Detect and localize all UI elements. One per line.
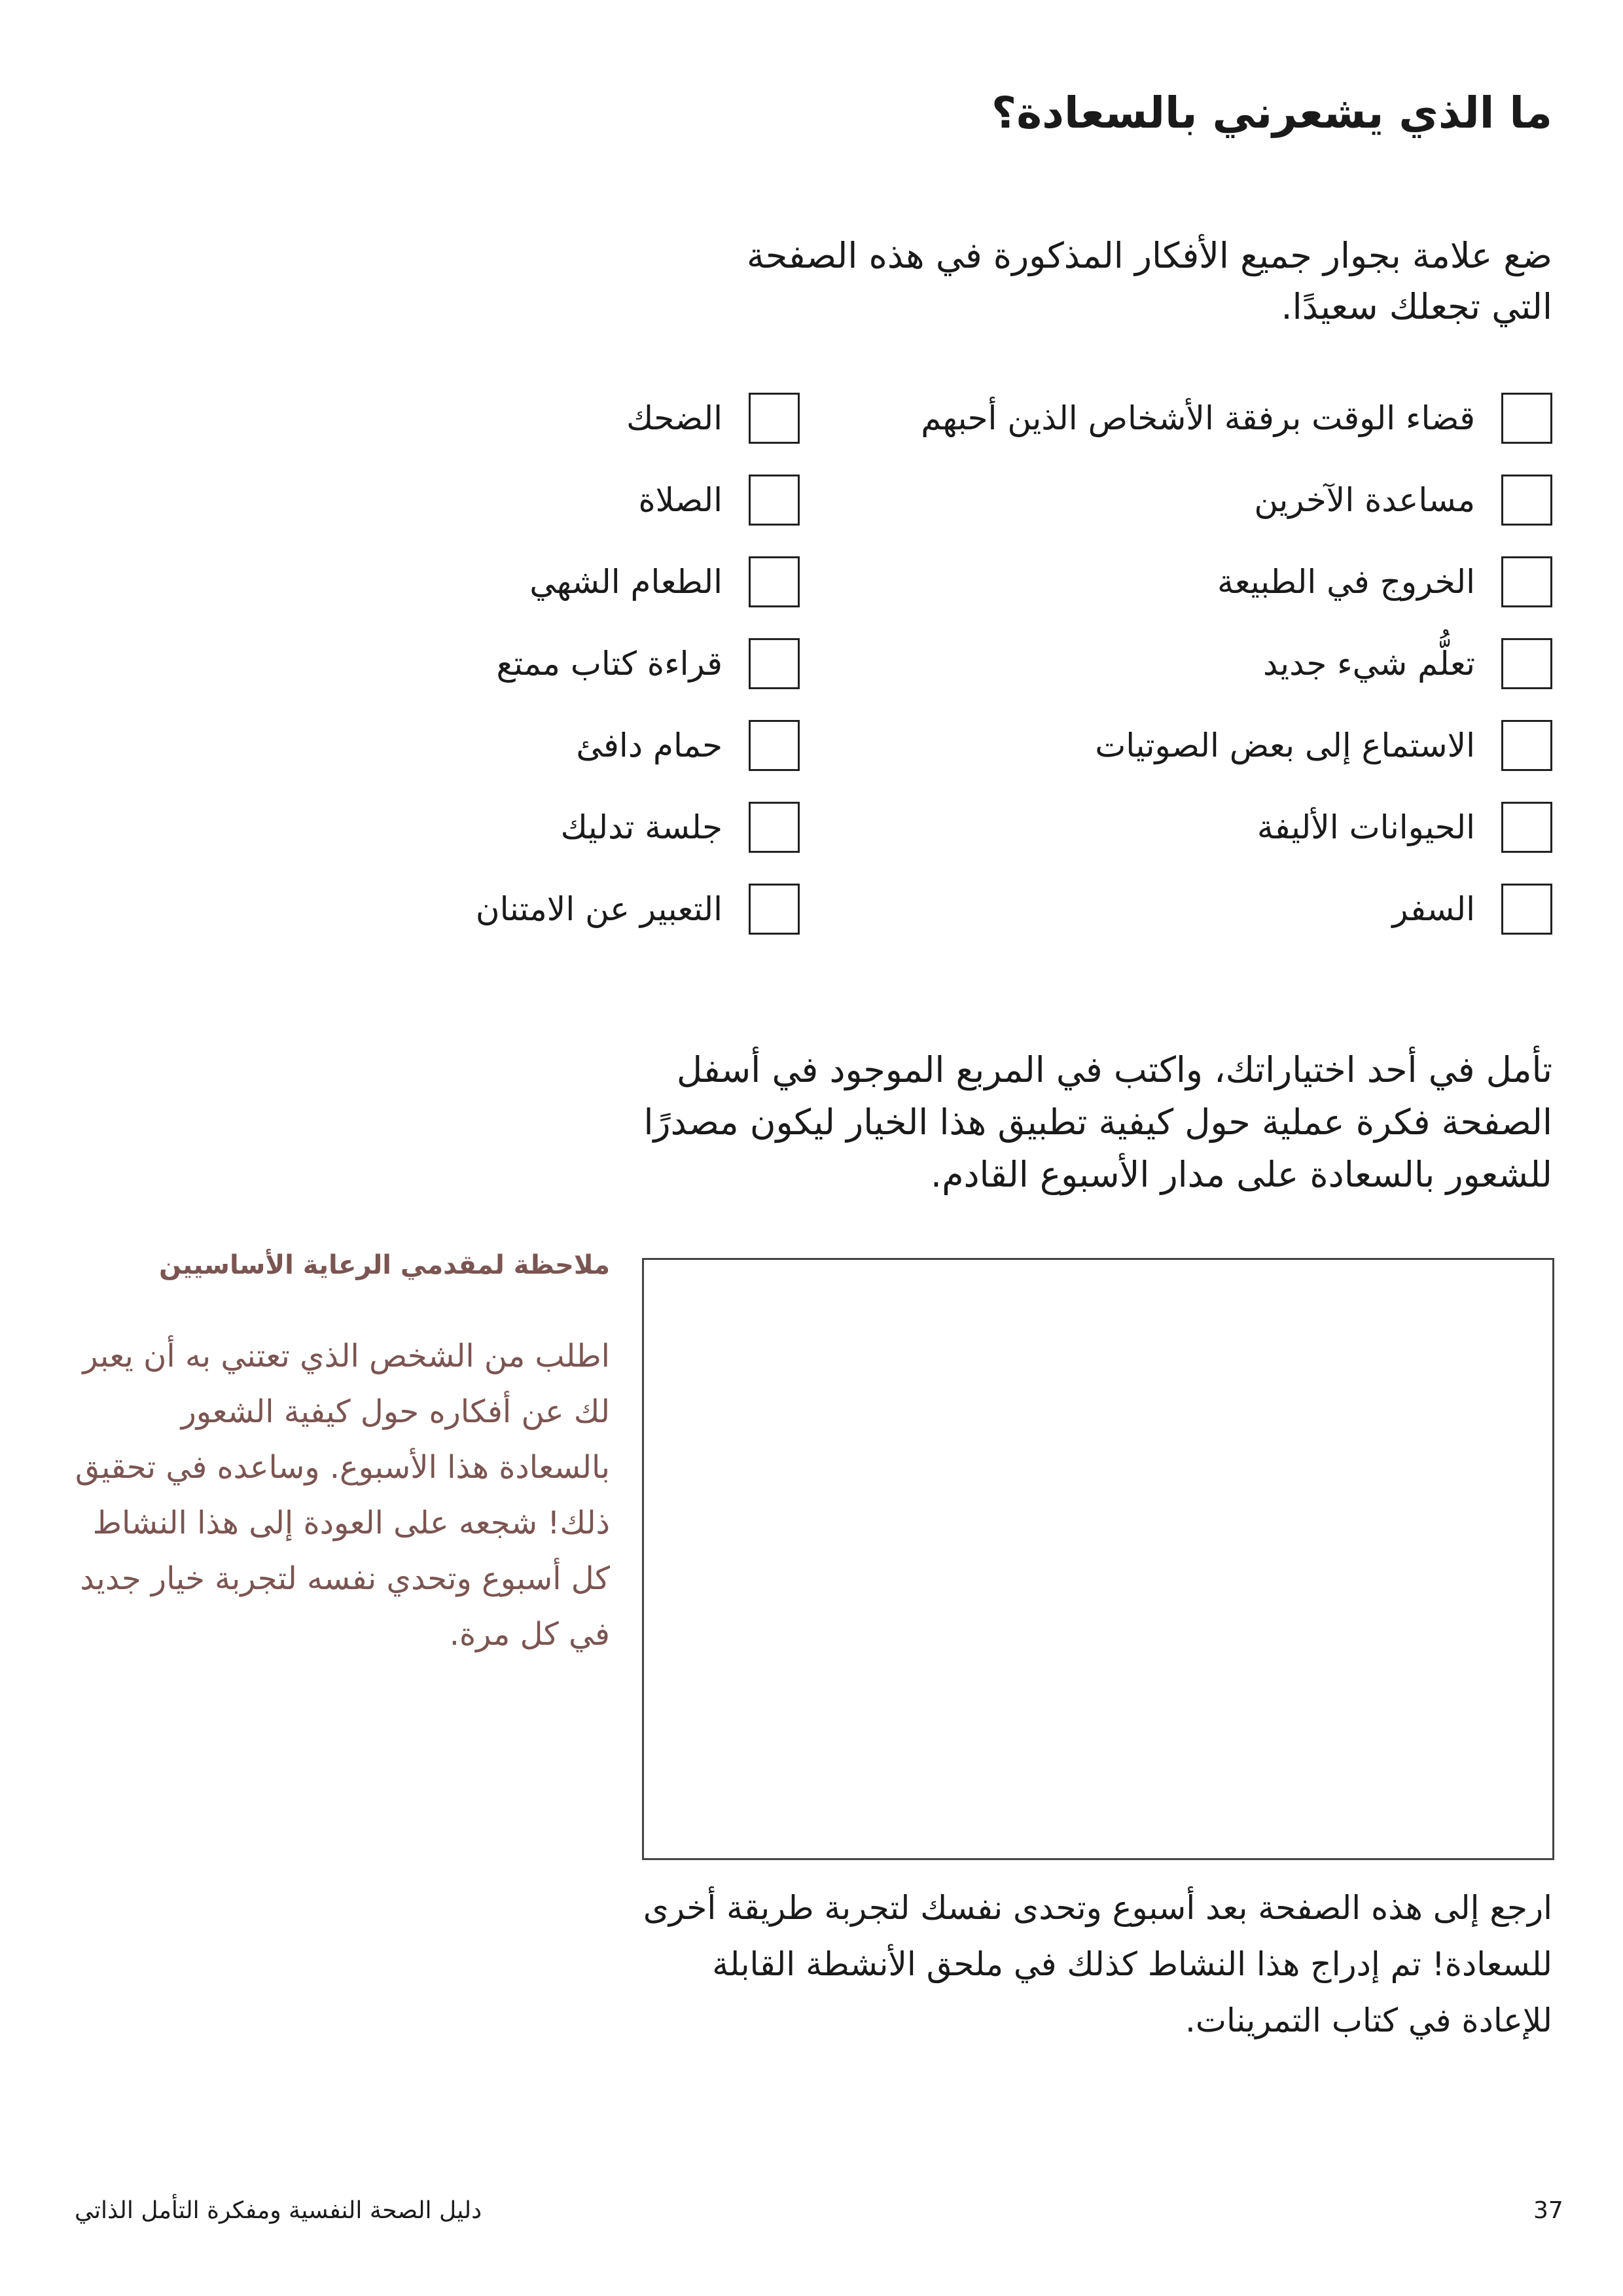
- checkbox-label: تعلُّم شيء جديد: [1262, 645, 1475, 683]
- checklist-item[interactable]: [898, 473, 1552, 528]
- checkbox[interactable]: [749, 802, 800, 853]
- checklist-item[interactable]: [898, 882, 1552, 937]
- checkbox[interactable]: [749, 393, 800, 444]
- reflection-prompt: تأمل في أحد اختياراتك، واكتب في المربع الموجود في أسفل الصفحة فكرة عملية حول كيفية تطبيق هذا الخيار ليكون مصدرًا للشعور بالسعادة على مدار الأسبوع القادم.: [643, 1049, 1552, 1195]
- checkbox[interactable]: [1501, 393, 1552, 444]
- caregiver-note-body: اطلب من الشخص الذي تعتني به أن يعبر لك عن أفكاره حول كيفية الشعور بالسعادة هذا الأسبوع. وساعده في تحقيق ذلك! شجعه على العودة إلى هذا النشاط كل أسبوع وتحدي نفسه لتجربة خيار جديد في كل مرة.: [75, 1338, 610, 1653]
- checkbox[interactable]: [749, 475, 800, 526]
- checkbox[interactable]: [749, 884, 800, 935]
- caregiver-note-title: ملاحظة لمقدمي الرعاية الأساسيين: [158, 1250, 610, 1280]
- checklist-item[interactable]: [145, 636, 800, 691]
- checkbox-label: حمام دافئ: [576, 726, 722, 764]
- checkbox[interactable]: [1501, 884, 1552, 935]
- checklist-item[interactable]: [898, 391, 1552, 446]
- return-instructions: ارجع إلى هذه الصفحة بعد أسبوع وتحدى نفسك لتجربة طريقة أخرى للسعادة! تم إدراج هذا النشاط كذلك في ملحق الأنشطة القابلة للإعادة في كتاب التمرينات.: [643, 1889, 1552, 2039]
- checkbox[interactable]: [749, 556, 800, 607]
- page-title: ما الذي يشعرني بالسعادة؟: [991, 88, 1552, 138]
- footer-book-title: دليل الصحة النفسية ومفكرة التأمل الذاتي: [75, 2197, 482, 2224]
- checklist-item[interactable]: [898, 800, 1552, 855]
- checklist-item[interactable]: [145, 718, 800, 773]
- checkbox-label: السفر: [1392, 890, 1475, 928]
- checklist-item[interactable]: [145, 554, 800, 609]
- checkbox-label: الضحك: [626, 399, 722, 437]
- checklist-item[interactable]: [898, 554, 1552, 609]
- checkbox[interactable]: [1501, 720, 1552, 771]
- checkbox-label: قضاء الوقت برفقة الأشخاص الذين أحبهم: [921, 399, 1475, 437]
- checklist-item[interactable]: [145, 391, 800, 446]
- checkbox-label: الطعام الشهي: [529, 563, 722, 601]
- checkbox-label: الصلاة: [638, 481, 722, 519]
- checklist-item[interactable]: [145, 473, 800, 528]
- checkbox[interactable]: [1501, 802, 1552, 853]
- checkbox-label: الخروج في الطبيعة: [1217, 563, 1475, 601]
- checkbox-label: الحيوانات الأليفة: [1257, 808, 1475, 846]
- checklist-item[interactable]: [898, 718, 1552, 773]
- checkbox-label: جلسة تدليك: [560, 808, 722, 846]
- checkbox[interactable]: [1501, 475, 1552, 526]
- checkbox-label: التعبير عن الامتنان: [475, 890, 722, 928]
- page-number: 37: [1533, 2197, 1563, 2224]
- instructions: ضع علامة بجوار جميع الأفكار المذكورة في هذه الصفحة التي تجعلك سعيدًا.: [746, 235, 1552, 328]
- checklist-item[interactable]: [145, 800, 800, 855]
- checkbox-label: مساعدة الآخرين: [1254, 481, 1475, 519]
- checkbox[interactable]: [1501, 556, 1552, 607]
- checkbox[interactable]: [749, 638, 800, 689]
- checklist-item[interactable]: [898, 636, 1552, 691]
- checkbox-label: الاستماع إلى بعض الصوتيات: [1095, 726, 1475, 764]
- answer-box[interactable]: [642, 1258, 1554, 1860]
- checkbox[interactable]: [1501, 638, 1552, 689]
- checklist-item[interactable]: [145, 882, 800, 937]
- checkbox-label: قراءة كتاب ممتع: [496, 645, 722, 683]
- checkbox[interactable]: [749, 720, 800, 771]
